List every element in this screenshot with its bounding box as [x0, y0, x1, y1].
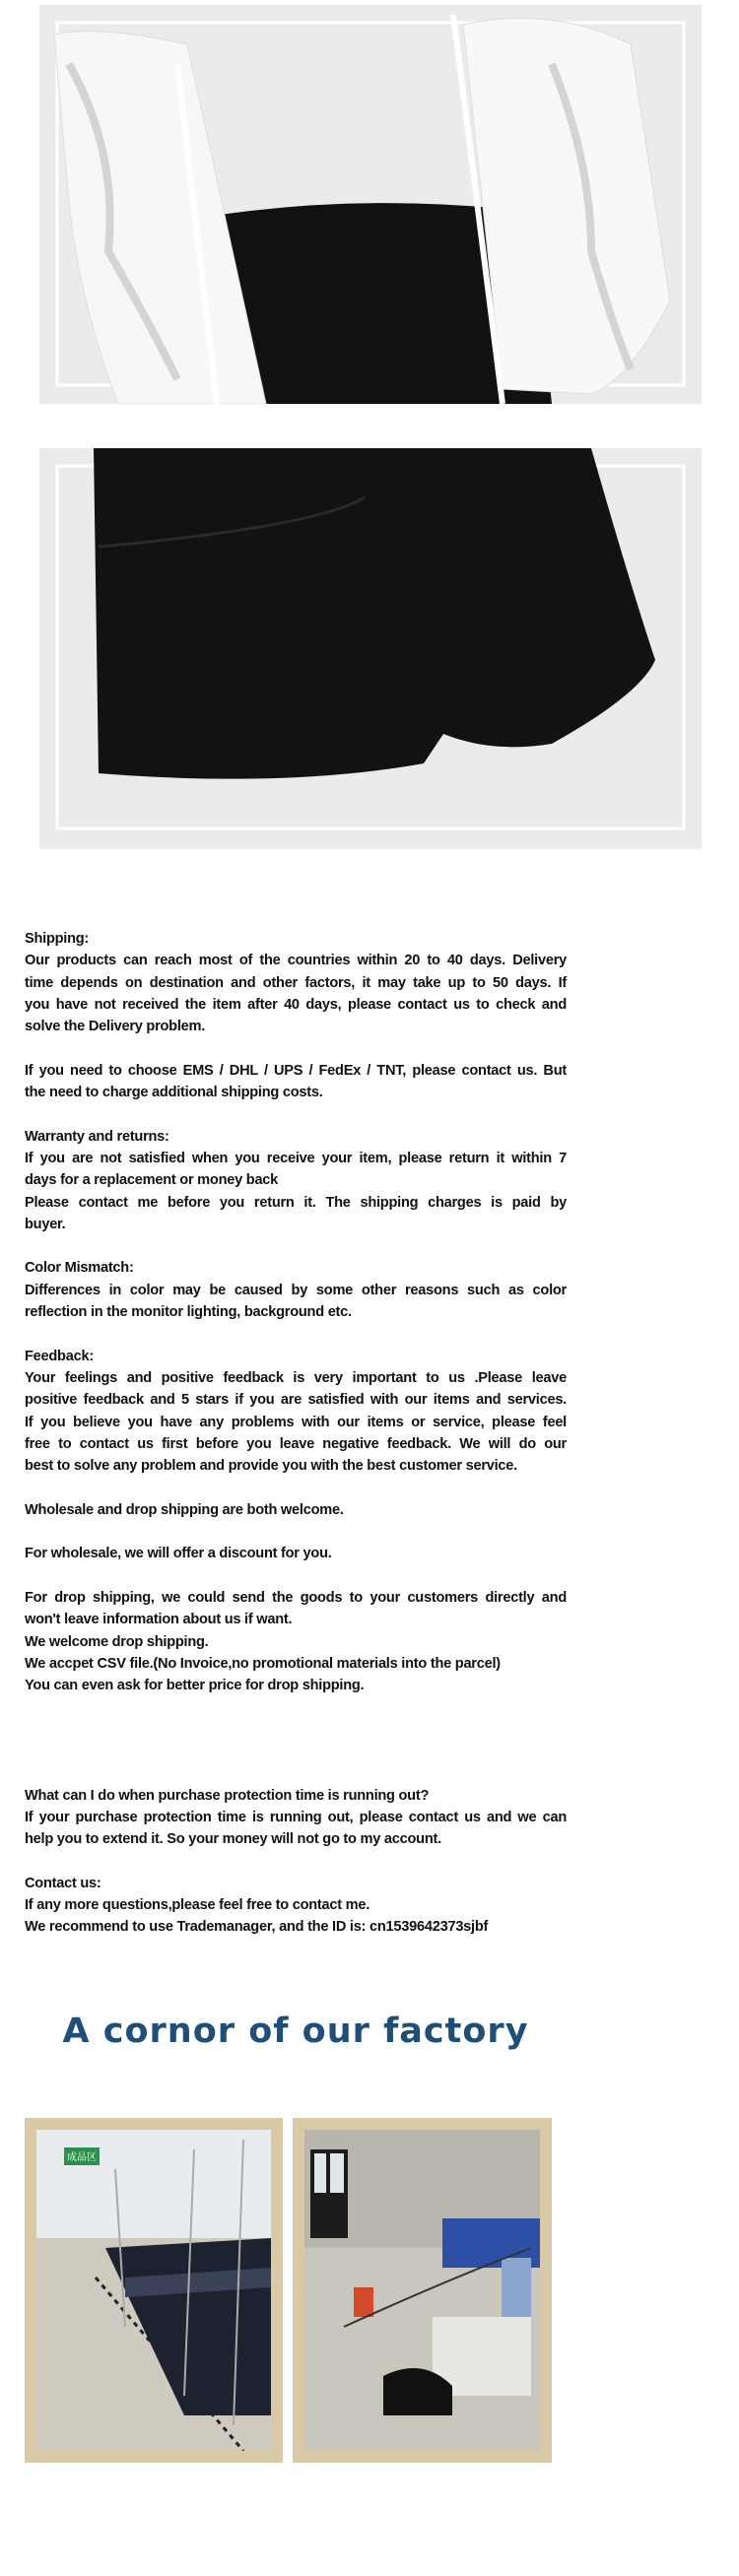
product-photo-ruffle-top	[39, 5, 702, 404]
text-line: If you are not satisfied when you receive your item, please return it within 7	[25, 1150, 567, 1166]
blank-line	[25, 1741, 567, 1762]
text-line: Differences in color may be caused by some other reasons such as color	[25, 1282, 567, 1298]
text-line: If any more questions,please feel free to contact me.	[25, 1897, 370, 1914]
blank-line	[25, 1323, 567, 1345]
text-line: help you to extend it. So your money will not go to my account.	[25, 1831, 441, 1848]
factory-photo-warehouse	[25, 2118, 283, 2463]
text-line: Warranty and returns:	[25, 1128, 169, 1145]
text-line: What can I do when purchase protection time is running out?	[25, 1787, 430, 1804]
blank-line	[25, 1762, 567, 1784]
text-line: best to solve any problem and provide you with the best customer service.	[25, 1458, 517, 1475]
text-line: time depends on destination and other factors, it may take up to 50 days. If	[25, 974, 567, 991]
factory-photo-workshop	[293, 2118, 552, 2463]
text-line: You can even ask for better price for drop shipping.	[25, 1678, 365, 1694]
text-line: Feedback:	[25, 1348, 94, 1364]
text-line: We welcome drop shipping.	[25, 1633, 209, 1650]
text-line: Contact us:	[25, 1875, 101, 1891]
text-line: Our products can reach most of the countries within 20 to 40 days. Delivery	[25, 953, 567, 969]
factory-title: A cornor of our factory	[62, 2012, 529, 2051]
text-line: If you believe you have any problems with our items or service, please feel	[25, 1414, 567, 1430]
text-line: solve the Delivery problem.	[25, 1019, 206, 1035]
text-line: Your feelings and positive feedback is very important to us .Please leave	[25, 1369, 567, 1386]
text-line: the need to charge additional shipping costs.	[25, 1085, 323, 1101]
text-line: days for a replacement or money back	[25, 1172, 279, 1189]
text-line: We accpet CSV file.(No Invoice,no promotional materials into the parcel)	[25, 1655, 501, 1672]
policy-text	[25, 928, 567, 1939]
blank-line	[25, 1103, 567, 1125]
text-line: Please contact me before you return it. The shipping charges is paid by	[25, 1194, 567, 1211]
blank-line	[25, 1521, 567, 1543]
text-line: reflection in the monitor lighting, background etc.	[25, 1304, 352, 1321]
blank-line	[25, 1565, 567, 1587]
text-line: For wholesale, we will offer a discount for you.	[25, 1546, 332, 1562]
text-line: won't leave information about us if want.	[25, 1612, 293, 1628]
blank-line	[25, 1719, 567, 1741]
text-line: If your purchase protection time is running out, please contact us and we can	[25, 1809, 567, 1825]
text-line: positive feedback and 5 stars if you are satisfied with our items and services.	[25, 1392, 567, 1409]
text-line: Wholesale and drop shipping are both welcome.	[25, 1501, 344, 1518]
text-line: We recommend to use Trademanager, and the ID is: cn1539642373sjbf	[25, 1919, 489, 1936]
text-line: Shipping:	[25, 931, 90, 947]
text-line: If you need to choose EMS / DHL / UPS / FedEx / TNT, please contact us. But	[25, 1062, 567, 1079]
blank-line	[25, 1696, 567, 1718]
blank-line	[25, 1037, 567, 1059]
blank-line	[25, 1235, 567, 1257]
blank-line	[25, 1850, 567, 1872]
text-line: Color Mismatch:	[25, 1260, 134, 1277]
text-line: free to contact us first before you leave negative feedback. We will do our	[25, 1435, 567, 1452]
text-line: buyer.	[25, 1216, 66, 1232]
text-line: you have not received the item after 40 days, please contact us to check and	[25, 996, 567, 1013]
product-photo-black-shorts	[39, 448, 702, 849]
warehouse-sign-text: 成品区	[67, 2152, 97, 2163]
blank-line	[25, 1477, 567, 1498]
text-line: For drop shipping, we could send the goods to your customers directly and	[25, 1589, 567, 1606]
